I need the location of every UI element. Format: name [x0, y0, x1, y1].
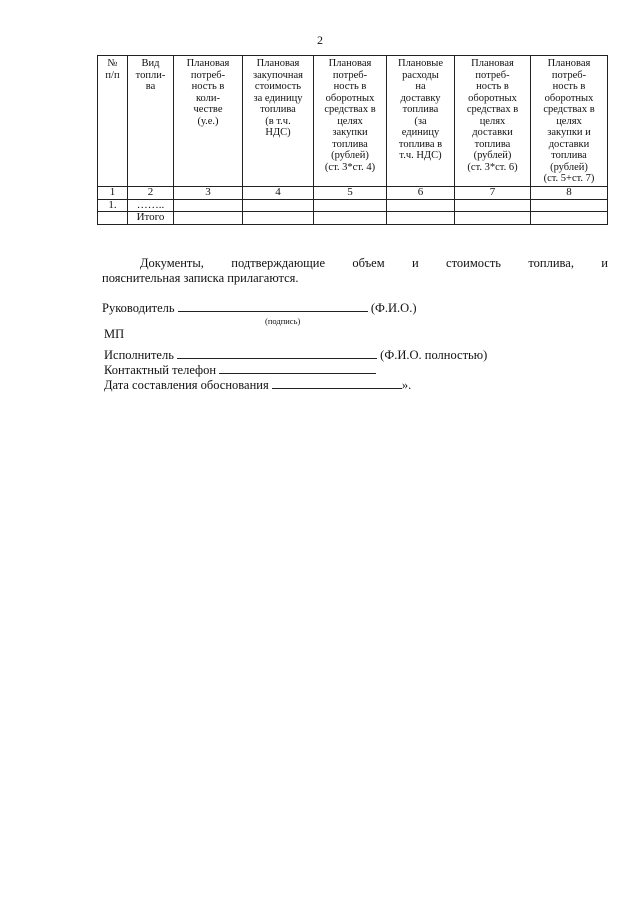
stamp-placeholder: МП: [104, 327, 125, 341]
header-cell-number: № п/п: [98, 56, 128, 187]
executor-suffix: (Ф.И.О. полностью): [380, 348, 488, 362]
table-row: [98, 199, 608, 212]
fuel-needs-table: [97, 55, 608, 225]
documents-paragraph-line-2: пояснительная записка прилагаются.: [102, 271, 299, 285]
column-number: 4: [243, 186, 314, 199]
head-signature-line: [102, 301, 417, 316]
table-cell: [455, 199, 531, 212]
table-cell: [314, 199, 387, 212]
column-number: 8: [531, 186, 608, 199]
table-header-row: [98, 56, 608, 187]
column-number-row: [98, 186, 608, 199]
table-cell: ……..: [128, 199, 174, 212]
column-number: 1: [98, 186, 128, 199]
table-cell: [531, 199, 608, 212]
signature-caption: (подпись): [265, 316, 301, 326]
table-cell: [174, 199, 243, 212]
column-number: 6: [387, 186, 455, 199]
table-cell: [243, 199, 314, 212]
header-cell-delivery-cost: Плановые расходы на доставку топлива (за единицу топлива в т.ч. НДС): [387, 56, 455, 187]
header-cell-delivery-need: Плановая потреб- ность в оборотных средствах в целях доставки топлива (рублей) (ст. 3*ст. 6): [455, 56, 531, 187]
date-suffix: ».: [401, 378, 412, 392]
signature-blank: [178, 301, 368, 312]
header-cell-total-need: Плановая потреб- ность в оборотных средствах в целях закупки и доставки топлива (рублей) (ст. 5+ст. 7): [531, 56, 608, 187]
column-number: 5: [314, 186, 387, 199]
documents-paragraph-line-1: Документы, подтверждающие объем и стоимость топлива, и: [140, 256, 608, 270]
table-cell: [174, 212, 243, 225]
header-cell-fuel-type: Вид топли- ва: [128, 56, 174, 187]
page-number: 2: [317, 33, 323, 47]
column-number: 3: [174, 186, 243, 199]
head-label: Руководитель: [102, 301, 175, 315]
column-number: 2: [128, 186, 174, 199]
table-cell: [243, 212, 314, 225]
date-blank: [272, 378, 402, 389]
table-cell: [455, 212, 531, 225]
head-name-suffix: (Ф.И.О.): [370, 301, 417, 315]
table-cell: [98, 212, 128, 225]
table-cell: [314, 212, 387, 225]
executor-line: [104, 348, 487, 363]
table-row-total: [98, 212, 608, 225]
table-cell: [387, 212, 455, 225]
table-cell: 1.: [98, 199, 128, 212]
phone-blank: [219, 363, 376, 374]
column-number: 7: [455, 186, 531, 199]
header-cell-purchase-need: Плановая потреб- ность в оборотных средствах в целях закупки топлива (рублей) (ст. 3*ст. 4): [314, 56, 387, 187]
table-cell: [531, 212, 608, 225]
phone-label: Контактный телефон: [104, 363, 217, 377]
table-cell: [387, 199, 455, 212]
header-cell-quantity: Плановая потреб- ность в коли- честве (у.е.): [174, 56, 243, 187]
date-label: Дата составления обоснования: [104, 378, 269, 392]
executor-blank: [177, 348, 377, 359]
table-cell: Итого: [128, 212, 174, 225]
header-cell-unit-price: Плановая закупочная стоимость за единицу топлива (в т.ч. НДС): [243, 56, 314, 187]
executor-label: Исполнитель: [104, 348, 174, 362]
phone-line: [104, 363, 376, 378]
date-line: [104, 378, 411, 393]
